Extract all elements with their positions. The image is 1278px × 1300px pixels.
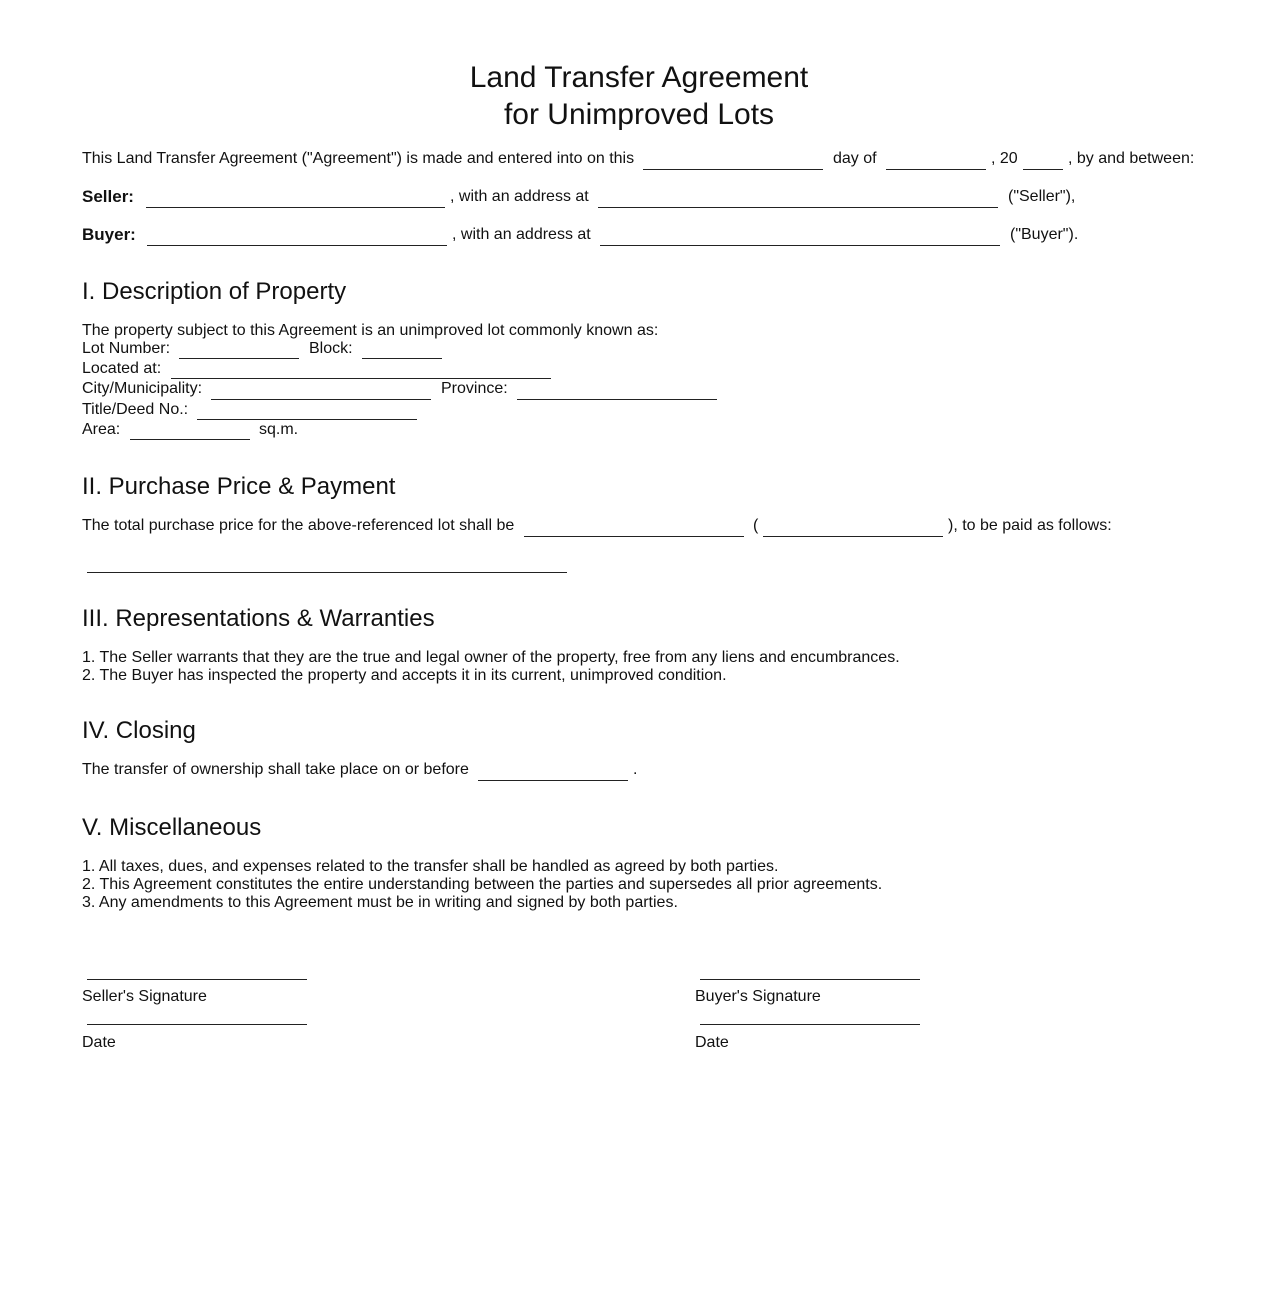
city-label: City/Municipality: [82, 380, 203, 397]
closing-period: . [633, 761, 638, 778]
title-line-1: Land Transfer Agreement [469, 61, 809, 94]
buyer-suffix: ("Buyer"). [1010, 226, 1079, 243]
province-label: Province: [441, 380, 508, 397]
misc-item-3: 3. Any amendments to this Agreement must be in writing and signed by both parties. [82, 894, 678, 911]
seller-suffix: ("Seller"), [1008, 188, 1076, 205]
misc-item-1: 1. All taxes, dues, and expenses related to the transfer shall be handled as agreed by both parties. [82, 858, 779, 875]
section-5-heading: V. Miscellaneous [82, 814, 262, 841]
warranty-item-1: 1. The Seller warrants that they are the true and legal owner of the property, free from any liens and encumbrances. [82, 649, 900, 666]
title-deed-label: Title/Deed No.: [82, 401, 189, 418]
day-of-label: day of [833, 150, 877, 167]
property-intro: The property subject to this Agreement is an unimproved lot commonly known as: [82, 322, 659, 339]
seller-address-field[interactable] [598, 207, 998, 208]
seller-address-label: , with an address at [450, 188, 589, 205]
seller-signature-label: Seller's Signature [82, 988, 207, 1005]
price-words-field[interactable] [763, 536, 943, 537]
buyer-address-label: , with an address at [452, 226, 591, 243]
payment-terms-field[interactable] [87, 572, 567, 573]
date-month-field[interactable] [886, 169, 986, 170]
warranty-item-2: 2. The Buyer has inspected the property and accepts it in its current, unimproved condition. [82, 667, 727, 684]
block-field[interactable] [362, 358, 442, 359]
section-1-heading: I. Description of Property [82, 278, 347, 305]
title-line-2: for Unimproved Lots [503, 98, 775, 131]
buyer-signature-label: Buyer's Signature [695, 988, 821, 1005]
block-label: Block: [309, 340, 353, 357]
lot-number-label: Lot Number: [82, 340, 171, 357]
area-label: Area: [82, 421, 121, 438]
sqm-label: sq.m. [259, 421, 299, 438]
open-paren: ( [753, 517, 759, 534]
buyer-name-field[interactable] [147, 245, 447, 246]
buyer-date-field[interactable] [700, 1024, 920, 1025]
misc-item-2: 2. This Agreement constitutes the entire understanding between the parties and supersedes all prior agreements. [82, 876, 883, 893]
closing-text: The transfer of ownership shall take place on or before [82, 761, 469, 778]
section-2-heading: II. Purchase Price & Payment [82, 473, 396, 500]
comma-20-label: , 20 [991, 150, 1018, 167]
payment-suffix: ), to be paid as follows: [948, 517, 1112, 534]
seller-date-label: Date [82, 1034, 116, 1051]
buyer-address-field[interactable] [600, 245, 1000, 246]
date-year-field[interactable] [1023, 169, 1063, 170]
area-field[interactable] [130, 439, 250, 440]
located-at-field[interactable] [171, 378, 551, 379]
closing-date-field[interactable] [478, 780, 628, 781]
date-day-field[interactable] [643, 169, 823, 170]
buyer-date-label: Date [695, 1034, 729, 1051]
price-amount-field[interactable] [524, 536, 744, 537]
city-field[interactable] [211, 399, 431, 400]
intro-text: This Land Transfer Agreement ("Agreement") is made and entered into on this [82, 150, 635, 167]
lot-number-field[interactable] [179, 358, 299, 359]
section-3-heading: III. Representations & Warranties [82, 605, 435, 632]
title-deed-field[interactable] [197, 419, 417, 420]
by-and-between-label: , by and between: [1068, 150, 1195, 167]
located-at-label: Located at: [82, 360, 162, 377]
section-4-heading: IV. Closing [82, 717, 196, 744]
seller-signature-field[interactable] [87, 979, 307, 980]
buyer-signature-field[interactable] [700, 979, 920, 980]
purchase-price-text: The total purchase price for the above-referenced lot shall be [82, 517, 515, 534]
seller-label: Seller: [82, 187, 134, 206]
seller-date-field[interactable] [87, 1024, 307, 1025]
seller-name-field[interactable] [146, 207, 445, 208]
buyer-label: Buyer: [82, 225, 136, 244]
province-field[interactable] [517, 399, 717, 400]
